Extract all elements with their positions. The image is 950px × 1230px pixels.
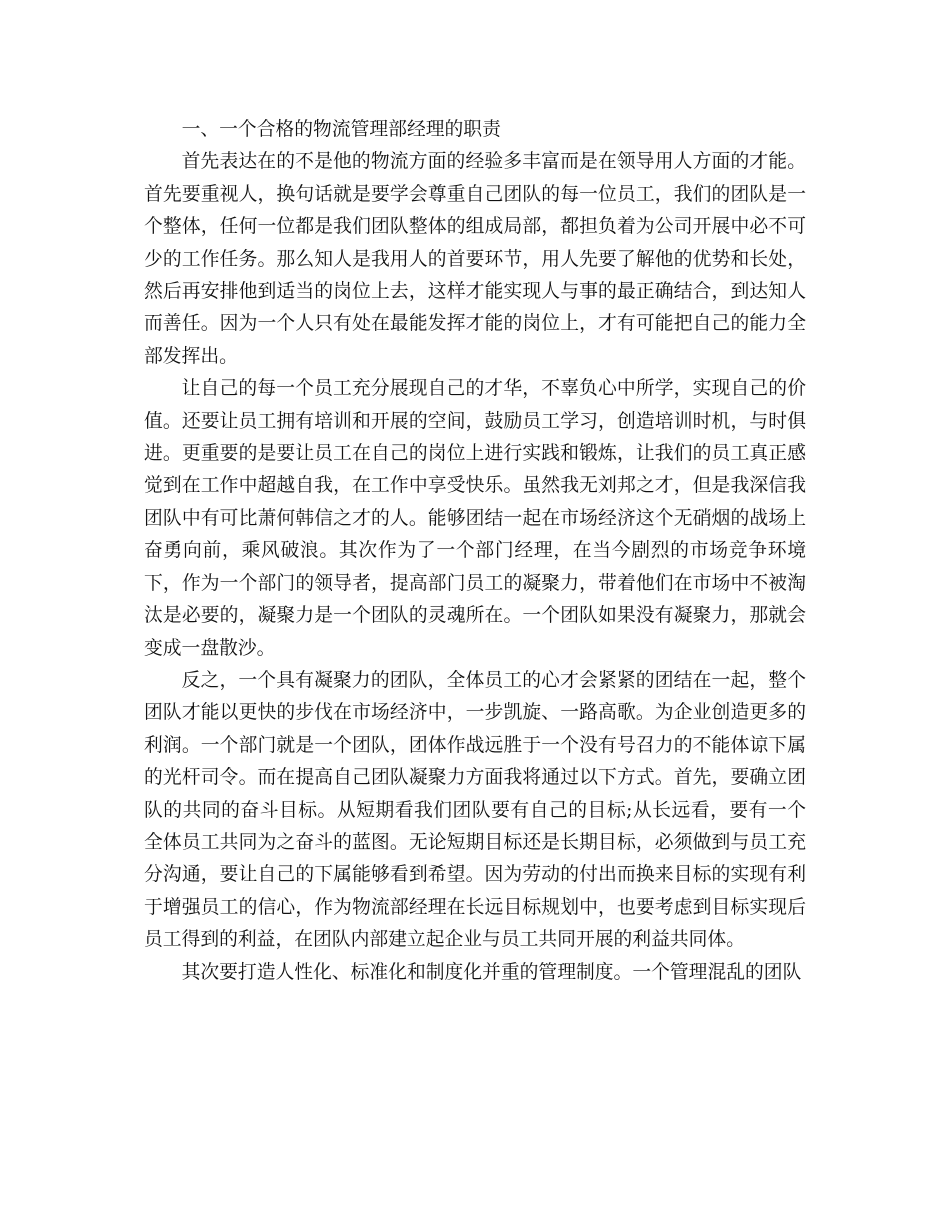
paragraph-4: 其次要打造人性化、标准化和制度化并重的管理制度。一个管理混乱的团队 bbox=[181, 961, 802, 983]
document-body bbox=[144, 114, 806, 989]
paragraph-1: 首先表达在的不是他的物流方面的经验多丰富而是在领导用人方面的才能。首先要重视人，换句话就是要学会尊重自己团队的每一位员工，我们的团队是一个整体，任何一位都是我们团队整体的组成局部，都担负着为公司开展中必不可少的工作任务。那么知人是我用人的首要环节，用人先要了解他的优势和长处，然后再安排他到适当的岗位上去，这样才能实现人与事的最正确结合，到达知人而善任。因为一个人只有处在最能发挥才能的岗位上，才有可能把自己的能力全部发挥出。 bbox=[144, 151, 806, 367]
section-heading: 一、一个合格的物流管理部经理的职责 bbox=[181, 119, 501, 140]
paragraph-3: 反之，一个具有凝聚力的团队，全体员工的心才会紧紧的团结在一起，整个团队才能以更快的步伐在市场经济中，一步凯旋、一路高歌。为企业创造更多的利润。一个部门就是一个团队，团体作战远胜于一个没有号召力的不能体谅下属的光杆司令。而在提高自己团队凝聚力方面我将通过以下方式。首先，要确立团队的共同的奋斗目标。从短期看我们团队要有自己的目标;从长远看，要有一个全体员工共同为之奋斗的蓝图。无论短期目标还是长期目标，必须做到与员工充分沟通，要让自己的下属能够看到希望。因为劳动的付出而换来目标的实现有利于增强员工的信心，作为物流部经理在长远目标规划中，也要考虑到目标实现后员工得到的利益，在团队内部建立起企业与员工共同开展的利益共同体。 bbox=[144, 669, 806, 951]
paragraph-2: 让自己的每一个员工充分展现自己的才华，不辜负心中所学，实现自己的价值。还要让员工拥有培训和开展的空间，鼓励员工学习，创造培训时机，与时俱进。更重要的是要让员工在自己的岗位上进行实践和锻炼，让我们的员工真正感觉到在工作中超越自我，在工作中享受快乐。虽然我无刘邦之才，但是我深信我团队中有可比萧何韩信之才的人。能够团结一起在市场经济这个无硝烟的战场上奋勇向前，乘风破浪。其次作为了一个部门经理，在当今剧烈的市场竞争环境下，作为一个部门的领导者，提高部门员工的凝聚力，带着他们在市场中不被淘汰是必要的，凝聚力是一个团队的灵魂所在。一个团队如果没有凝聚力，那就会变成一盘散沙。 bbox=[144, 378, 806, 659]
